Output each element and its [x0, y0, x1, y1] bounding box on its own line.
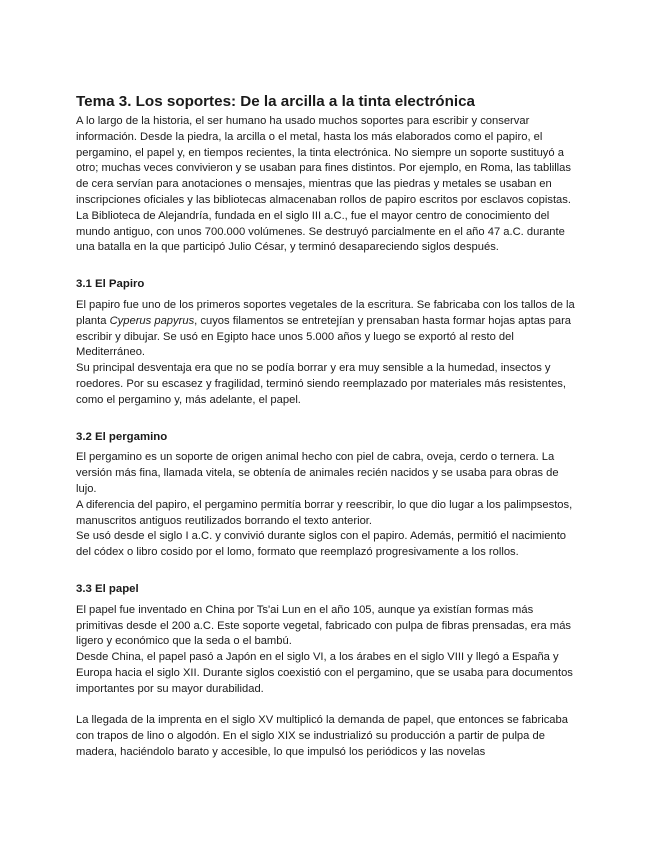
document-title: Tema 3. Los soportes: De la arcilla a la tinta electrónica [76, 93, 475, 110]
papiro-text-end: , cuyos filamentos se entretejían y prensaban hasta formar hojas aptas para escribir y dibujar. Se usó en Egipto hace unos 5.000 años y luego se exportó al resto del Mediterráneo. [76, 314, 572, 359]
pergamino-paragraph-1: El pergamino es un soporte de origen animal hecho con piel de cabra, oveja, cerdo o ternera. La versión más fina, llamada vitela, se obtenía de animales recién nacidos y se usaba para obras de lujo. [76, 451, 559, 495]
section-heading-papel: 3.3 El papel [76, 582, 139, 595]
papiro-paragraph-1 [76, 298, 581, 361]
document-page [76, 92, 581, 761]
section-heading-pergamino: 3.2 El pergamino [76, 430, 168, 443]
papiro-species-name: Cyperus papyrus [109, 314, 195, 327]
papiro-text-start: El papiro fue uno de los primeros soportes vegetales de la escritura. Se fabricaba con los tallos de la planta [76, 298, 575, 327]
papiro-paragraph-2: Su principal desventaja era que no se podía borrar y era muy sensible a la humedad, insectos y roedores. Por su escasez y fragilidad, terminó siendo reemplazado por materiales más resistentes, como el pergamino y, más adelante, el papel. [76, 362, 566, 406]
pergamino-paragraph-2: A diferencia del papiro, el pergamino permitía borrar y reescribir, lo que dio lugar a los palimpsestos, manuscritos antiguos reutilizados borrando el texto anterior. [76, 498, 573, 527]
papel-paragraph-closing: La llegada de la imprenta en el siglo XV multiplicó la demanda de papel, que entonces se fabricaba con trapos de lino o algodón. En el siglo XIX se industrializó su producción a partir de pulpa de madera, haciéndolo barato y accesible, lo que impulsó los periódicos y las novelas [76, 714, 568, 758]
pergamino-paragraph-3: Se usó desde el siglo I a.C. y convivió durante siglos con el papiro. Además, permitió el nacimiento del códex o libro cosido por el lomo, formato que reemplazó progresivamente a los rollos. [76, 530, 567, 559]
papel-paragraph-1: El papel fue inventado en China por Ts'ai Lun en el año 105, aunque ya existían formas más primitivas desde el 200 a.C. Este soporte vegetal, fabricado con pulpa de fibras prensadas, era más ligero y económico que la seda o el bambú. [76, 603, 572, 648]
intro-paragraph-1: A lo largo de la historia, el ser humano ha usado muchos soportes para escribir y conservar información. Desde la piedra, la arcilla o el metal, hasta los más elaborados como el papiro, el pergamino, el papel y, en tiempos recientes, la tinta electrónica. No siempre un soporte sustituyó a otro; muchas veces convivieron y se usaban para fines distintos. Por ejemplo, en Roma, las tablillas de cera servían para anotaciones o mensajes, mientras que las piedras y metales se usaban en inscripciones oficiales y las bibliotecas almacenaban rollos de papiro escritos por esclavos copistas. [76, 115, 571, 206]
section-heading-papiro: 3.1 El Papiro [76, 278, 145, 291]
intro-paragraph-2: La Biblioteca de Alejandría, fundada en el siglo III a.C., fue el mayor centro de conocimiento del mundo antiguo, con unos 700.000 volúmenes. Se destruyó parcialmente en el año 47 a.C. durante una batalla en la que participó Julio César, y terminó desapareciendo siglos después. [76, 209, 565, 254]
papel-paragraph-2: Desde China, el papel pasó a Japón en el siglo VI, a los árabes en el siglo VIII y llegó a España y Europa hacia el siglo XII. Durante siglos coexistió con el pergamino, que se usaba para documentos importantes por su mayor durabilidad. [76, 651, 573, 695]
